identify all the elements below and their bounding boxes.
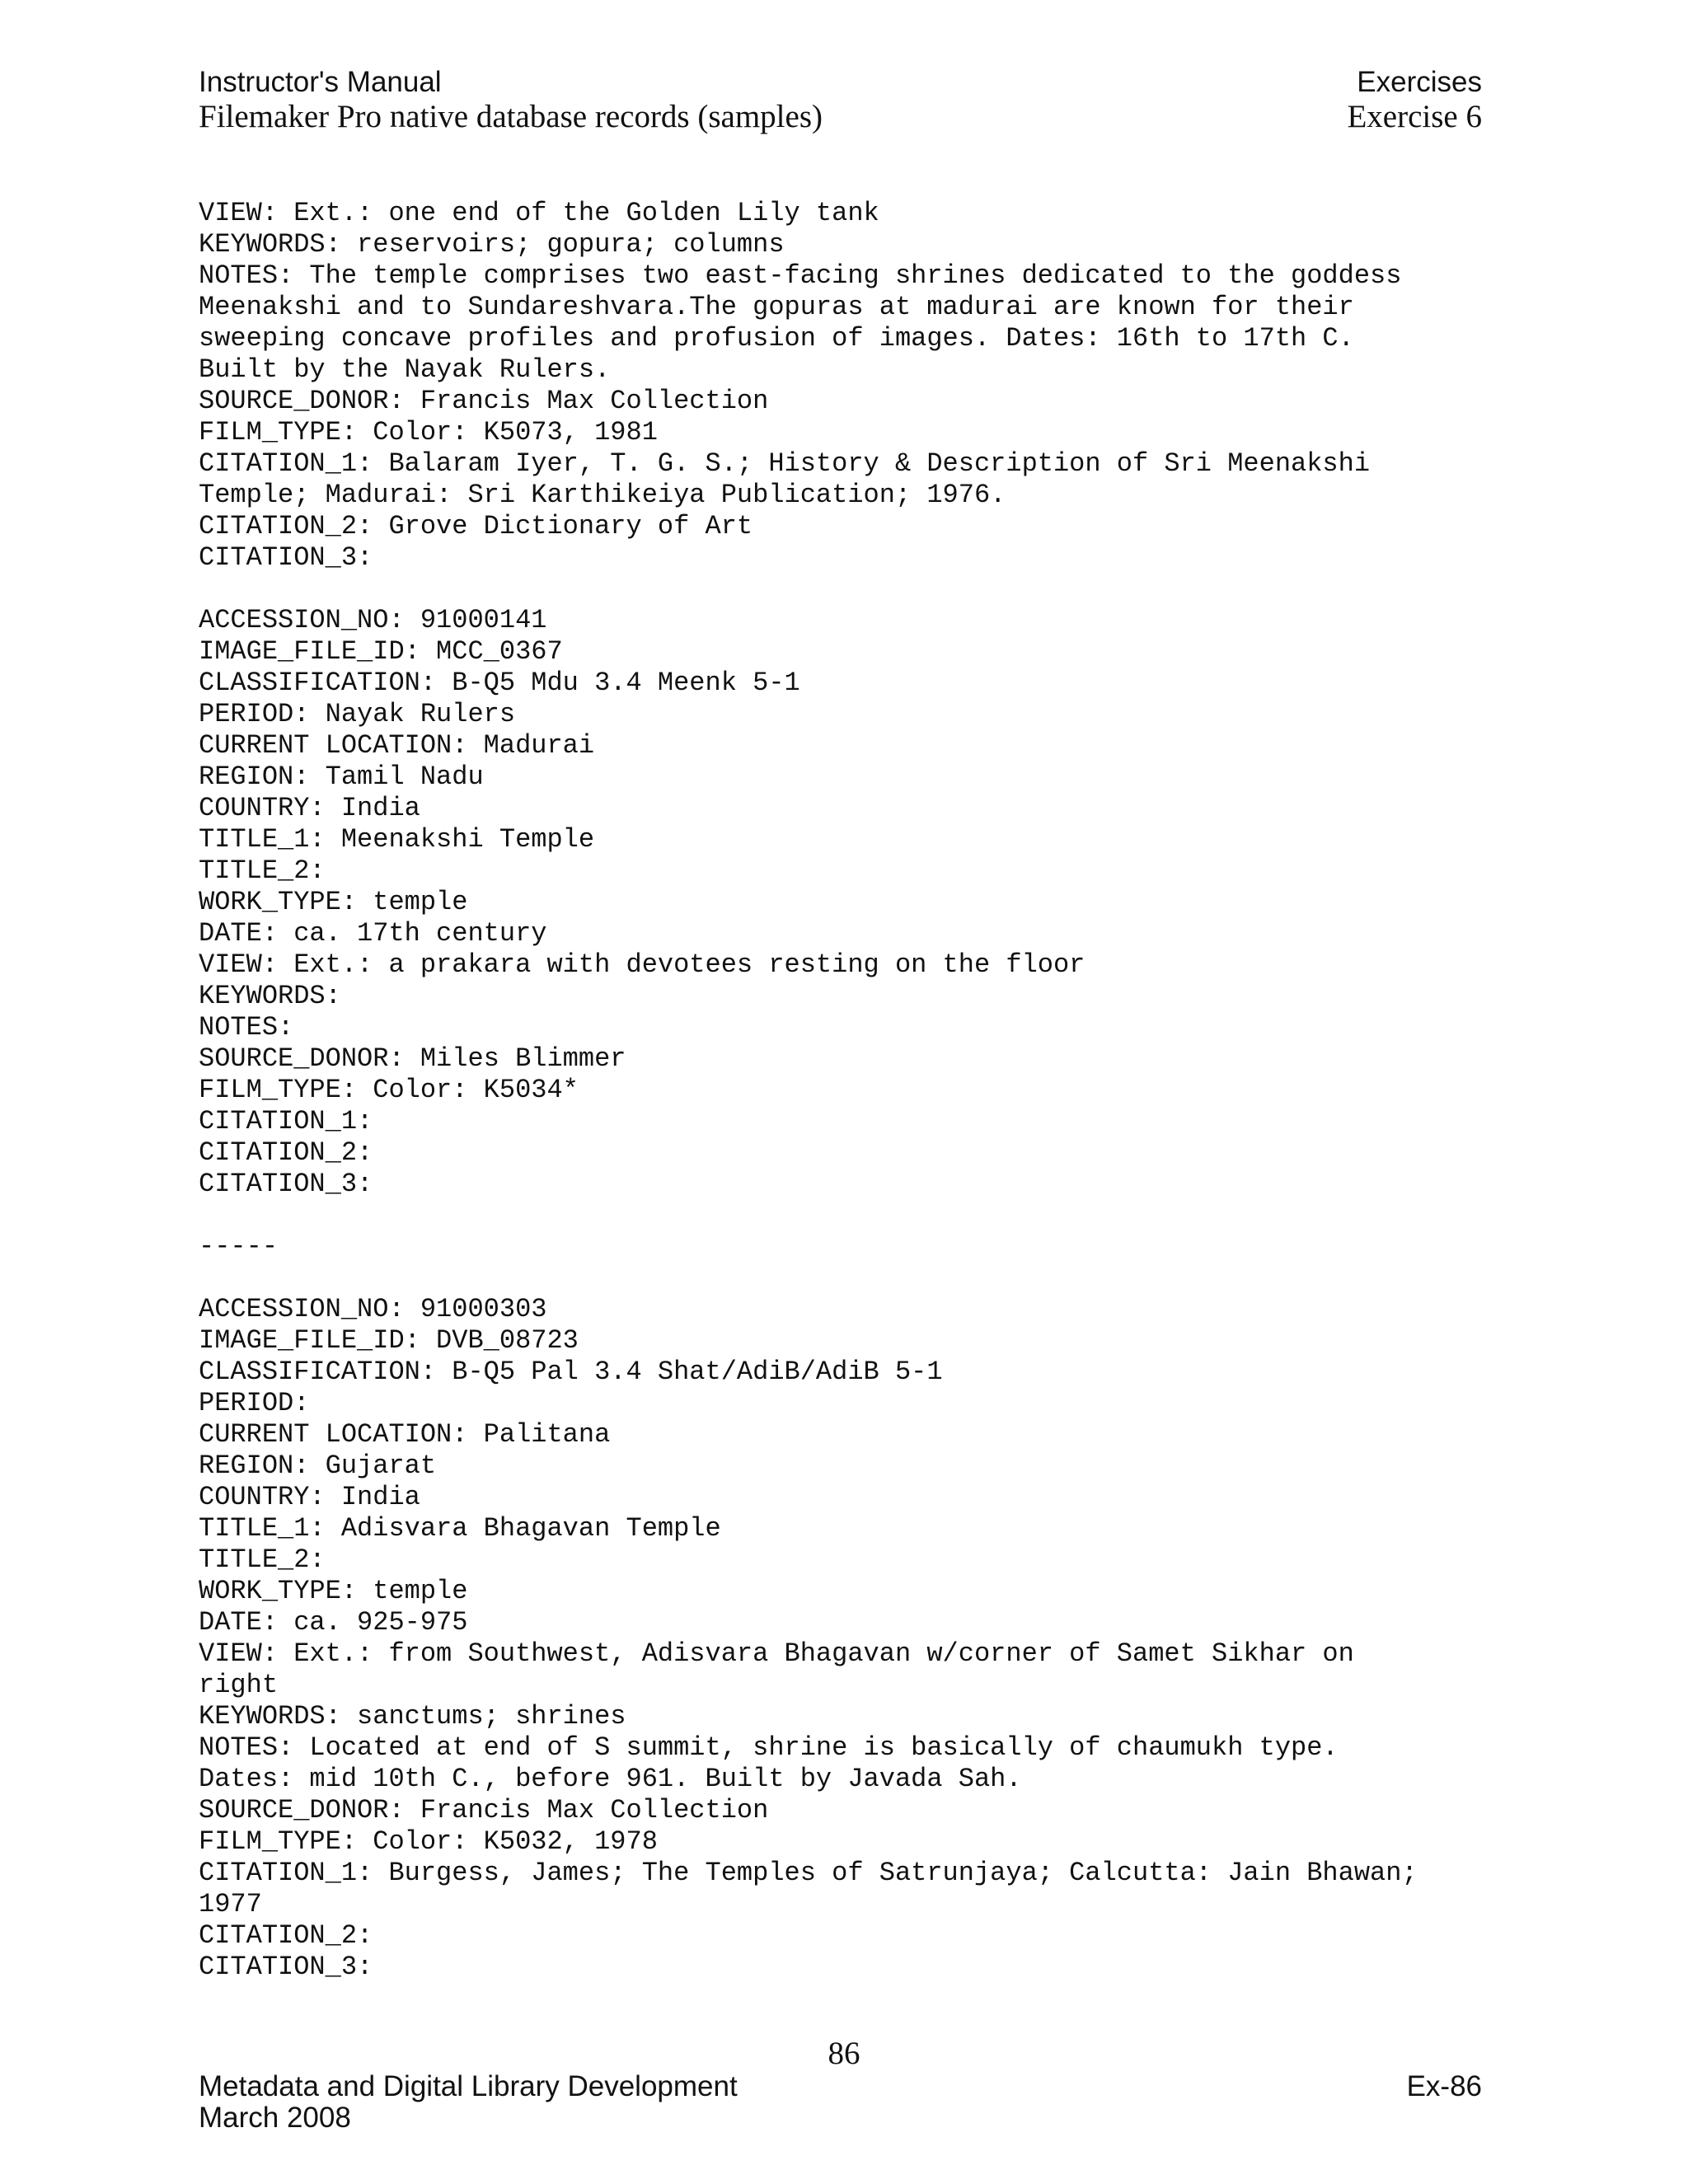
record-line: WORK_TYPE: temple	[199, 1576, 468, 1606]
record-line: IMAGE_FILE_ID: DVB_08723	[199, 1325, 579, 1356]
record-line: TITLE_1: Adisvara Bhagavan Temple	[199, 1513, 721, 1544]
record-line: CITATION_2:	[199, 1137, 373, 1168]
record-line: DATE: ca. 17th century	[199, 918, 547, 949]
record-line: NOTES: The temple comprises two east-facing shrines dedicated to the goddess	[199, 260, 1402, 291]
header-exercise-number: Exercise 6	[1347, 99, 1482, 134]
record-line: CITATION_3:	[199, 1952, 373, 1982]
database-records-text	[199, 198, 1517, 1983]
record-line: CITATION_1:	[199, 1106, 373, 1137]
record-line: DATE: ca. 925-975	[199, 1607, 468, 1638]
record-line: ACCESSION_NO: 91000303	[199, 1294, 547, 1324]
record-line: NOTES:	[199, 1012, 294, 1043]
record-line: ACCESSION_NO: 91000141	[199, 605, 547, 635]
record-line: TITLE_1: Meenakshi Temple	[199, 824, 595, 855]
record-line: CITATION_1: Balaram Iyer, T. G. S.; History & Description of Sri Meenakshi	[199, 448, 1371, 479]
record-line: 1977	[199, 1889, 262, 1919]
record-line: SOURCE_DONOR: Francis Max Collection	[199, 1795, 769, 1825]
record-line: COUNTRY: India	[199, 1482, 420, 1512]
record-line: CURRENT LOCATION: Palitana	[199, 1419, 611, 1450]
record-line: TITLE_2:	[199, 855, 326, 886]
record-line: PERIOD:	[199, 1388, 310, 1418]
header-manual-label: Instructor's Manual	[199, 66, 442, 98]
record-line: Built by the Nayak Rulers.	[199, 354, 611, 385]
page-number: 86	[828, 2036, 860, 2071]
record-line: Temple; Madurai: Sri Karthikeiya Publication; 1976.	[199, 480, 1006, 510]
record-line	[199, 1200, 1517, 1231]
footer-course-title: Metadata and Digital Library Development	[199, 2070, 738, 2102]
record-line: -----	[199, 1231, 279, 1262]
record-line: CITATION_2: Grove Dictionary of Art	[199, 511, 753, 541]
record-line: CURRENT LOCATION: Madurai	[199, 730, 595, 761]
record-line: IMAGE_FILE_ID: MCC_0367	[199, 636, 563, 667]
record-line: FILM_TYPE: Color: K5073, 1981	[199, 417, 658, 448]
record-line: Meenakshi and to Sundareshvara.The gopuras at madurai are known for their	[199, 292, 1354, 322]
footer-page-code: Ex-86	[1406, 2070, 1482, 2102]
record-line: REGION: Tamil Nadu	[199, 762, 484, 792]
record-line: CLASSIFICATION: B-Q5 Mdu 3.4 Meenk 5-1	[199, 668, 800, 698]
record-line: KEYWORDS:	[199, 981, 341, 1011]
record-line: Dates: mid 10th C., before 961. Built by Javada Sah.	[199, 1764, 1022, 1794]
record-line: TITLE_2:	[199, 1544, 326, 1575]
record-line	[199, 574, 1517, 605]
record-line: KEYWORDS: reservoirs; gopura; columns	[199, 229, 785, 260]
record-line: CITATION_3:	[199, 1169, 373, 1199]
record-line: WORK_TYPE: temple	[199, 887, 468, 917]
record-line: sweeping concave profiles and profusion of images. Dates: 16th to 17th C.	[199, 323, 1354, 354]
record-line: CITATION_2:	[199, 1920, 373, 1951]
header-title: Filemaker Pro native database records (samples)	[199, 99, 823, 134]
record-line: FILM_TYPE: Color: K5032, 1978	[199, 1826, 658, 1857]
record-line: CITATION_1: Burgess, James; The Temples of Satrunjaya; Calcutta: Jain Bhawan;	[199, 1858, 1418, 1888]
record-line: FILM_TYPE: Color: K5034*	[199, 1075, 579, 1105]
record-line: VIEW: Ext.: a prakara with devotees resting on the floor	[199, 949, 1085, 980]
record-line: CLASSIFICATION: B-Q5 Pal 3.4 Shat/AdiB/AdiB 5-1	[199, 1357, 943, 1387]
footer-date: March 2008	[199, 2102, 351, 2134]
record-line: COUNTRY: India	[199, 793, 420, 823]
record-line: right	[199, 1670, 279, 1700]
record-line: SOURCE_DONOR: Miles Blimmer	[199, 1043, 626, 1074]
record-line: NOTES: Located at end of S summit, shrine is basically of chaumukh type.	[199, 1732, 1339, 1763]
record-line: CITATION_3:	[199, 542, 373, 573]
record-line: VIEW: Ext.: from Southwest, Adisvara Bhagavan w/corner of Samet Sikhar on	[199, 1638, 1354, 1669]
record-line: SOURCE_DONOR: Francis Max Collection	[199, 386, 769, 416]
header-section-label: Exercises	[1357, 66, 1482, 98]
record-line	[199, 1263, 1517, 1294]
record-line: PERIOD: Nayak Rulers	[199, 699, 516, 729]
record-line: REGION: Gujarat	[199, 1451, 437, 1481]
record-line: KEYWORDS: sanctums; shrines	[199, 1701, 626, 1732]
record-line: VIEW: Ext.: one end of the Golden Lily tank	[199, 198, 879, 228]
